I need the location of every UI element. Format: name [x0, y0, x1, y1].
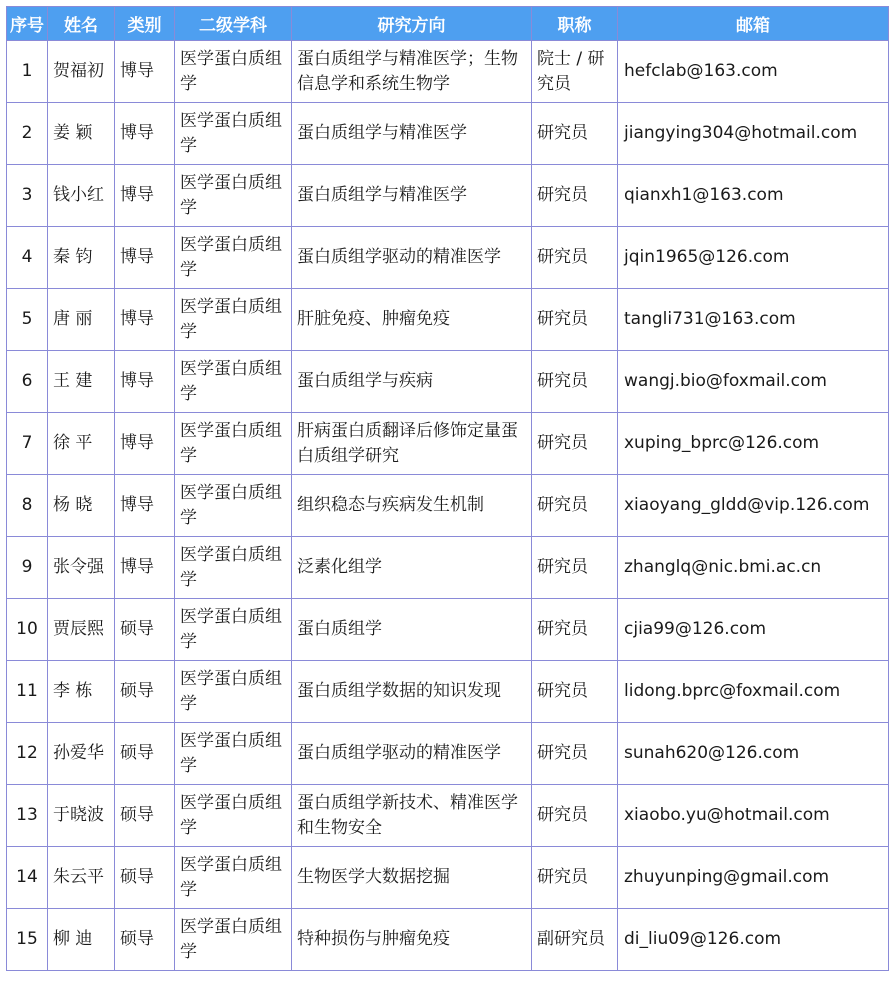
table-row: [7, 289, 889, 351]
cell-name: 贾辰熙: [48, 599, 115, 661]
cell-name: 柳 迪: [48, 909, 115, 971]
cell-direction: 蛋白质组学与疾病: [292, 351, 532, 413]
cell-title: 研究员: [532, 165, 618, 227]
cell-no: 4: [7, 227, 48, 289]
cell-email[interactable]: zhuyunping@gmail.com: [618, 847, 889, 909]
faculty-table: [6, 6, 889, 971]
cell-direction: 生物医学大数据挖掘: [292, 847, 532, 909]
cell-email[interactable]: wangj.bio@foxmail.com: [618, 351, 889, 413]
cell-title: 研究员: [532, 785, 618, 847]
cell-discipline: 医学蛋白质组学: [175, 103, 292, 165]
cell-type: 博导: [115, 165, 175, 227]
table-row: [7, 103, 889, 165]
header-row: [7, 7, 889, 41]
cell-name: 朱云平: [48, 847, 115, 909]
cell-title: 研究员: [532, 475, 618, 537]
cell-type: 博导: [115, 227, 175, 289]
header-direction: 研究方向: [292, 7, 532, 41]
cell-discipline: 医学蛋白质组学: [175, 599, 292, 661]
table-row: [7, 165, 889, 227]
cell-type: 博导: [115, 41, 175, 103]
cell-no: 12: [7, 723, 48, 785]
cell-no: 15: [7, 909, 48, 971]
header-name: 姓名: [48, 7, 115, 41]
cell-title: 研究员: [532, 227, 618, 289]
header-email: 邮箱: [618, 7, 889, 41]
cell-email[interactable]: cjia99@126.com: [618, 599, 889, 661]
header-title: 职称: [532, 7, 618, 41]
table-row: [7, 661, 889, 723]
cell-type: 博导: [115, 413, 175, 475]
table-row: [7, 227, 889, 289]
cell-discipline: 医学蛋白质组学: [175, 289, 292, 351]
cell-email[interactable]: di_liu09@126.com: [618, 909, 889, 971]
cell-type: 博导: [115, 537, 175, 599]
table-row: [7, 351, 889, 413]
cell-no: 5: [7, 289, 48, 351]
cell-email[interactable]: sunah620@126.com: [618, 723, 889, 785]
cell-type: 硕导: [115, 661, 175, 723]
cell-title: 研究员: [532, 661, 618, 723]
cell-title: 研究员: [532, 413, 618, 475]
cell-direction: 特种损伤与肿瘤免疫: [292, 909, 532, 971]
cell-discipline: 医学蛋白质组学: [175, 413, 292, 475]
cell-name: 李 栋: [48, 661, 115, 723]
faculty-table-container: [6, 6, 888, 971]
cell-email[interactable]: zhanglq@nic.bmi.ac.cn: [618, 537, 889, 599]
header-discipline: 二级学科: [175, 7, 292, 41]
cell-name: 王 建: [48, 351, 115, 413]
cell-discipline: 医学蛋白质组学: [175, 351, 292, 413]
cell-name: 秦 钧: [48, 227, 115, 289]
cell-name: 徐 平: [48, 413, 115, 475]
cell-direction: 蛋白质组学与精准医学: [292, 165, 532, 227]
cell-discipline: 医学蛋白质组学: [175, 227, 292, 289]
cell-discipline: 医学蛋白质组学: [175, 909, 292, 971]
header-type: 类别: [115, 7, 175, 41]
cell-type: 硕导: [115, 847, 175, 909]
cell-title: 研究员: [532, 289, 618, 351]
cell-no: 1: [7, 41, 48, 103]
cell-direction: 组织稳态与疾病发生机制: [292, 475, 532, 537]
cell-direction: 蛋白质组学驱动的精准医学: [292, 723, 532, 785]
cell-title: 研究员: [532, 847, 618, 909]
cell-type: 博导: [115, 289, 175, 351]
cell-type: 硕导: [115, 785, 175, 847]
cell-discipline: 医学蛋白质组学: [175, 537, 292, 599]
cell-title: 研究员: [532, 351, 618, 413]
cell-email[interactable]: xiaobo.yu@hotmail.com: [618, 785, 889, 847]
cell-name: 唐 丽: [48, 289, 115, 351]
table-row: [7, 723, 889, 785]
cell-title: 研究员: [532, 723, 618, 785]
table-row: [7, 537, 889, 599]
header-no: 序号: [7, 7, 48, 41]
cell-direction: 蛋白质组学: [292, 599, 532, 661]
cell-name: 于晓波: [48, 785, 115, 847]
cell-title: 院士 / 研究员: [532, 41, 618, 103]
table-row: [7, 413, 889, 475]
cell-discipline: 医学蛋白质组学: [175, 847, 292, 909]
cell-email[interactable]: qianxh1@163.com: [618, 165, 889, 227]
cell-direction: 蛋白质组学与精准医学；生物信息学和系统生物学: [292, 41, 532, 103]
cell-email[interactable]: hefclab@163.com: [618, 41, 889, 103]
cell-direction: 泛素化组学: [292, 537, 532, 599]
cell-type: 硕导: [115, 723, 175, 785]
cell-direction: 肝脏免疫、肿瘤免疫: [292, 289, 532, 351]
cell-no: 14: [7, 847, 48, 909]
cell-email[interactable]: tangli731@163.com: [618, 289, 889, 351]
cell-no: 8: [7, 475, 48, 537]
table-row: [7, 599, 889, 661]
cell-no: 13: [7, 785, 48, 847]
cell-email[interactable]: jiangying304@hotmail.com: [618, 103, 889, 165]
cell-no: 6: [7, 351, 48, 413]
table-row: [7, 847, 889, 909]
cell-title: 研究员: [532, 599, 618, 661]
cell-discipline: 医学蛋白质组学: [175, 165, 292, 227]
cell-discipline: 医学蛋白质组学: [175, 41, 292, 103]
cell-direction: 蛋白质组学驱动的精准医学: [292, 227, 532, 289]
cell-direction: 蛋白质组学数据的知识发现: [292, 661, 532, 723]
cell-discipline: 医学蛋白质组学: [175, 723, 292, 785]
cell-no: 10: [7, 599, 48, 661]
cell-name: 张令强: [48, 537, 115, 599]
cell-name: 孙爱华: [48, 723, 115, 785]
cell-title: 研究员: [532, 537, 618, 599]
cell-email[interactable]: xuping_bprc@126.com: [618, 413, 889, 475]
cell-direction: 蛋白质组学与精准医学: [292, 103, 532, 165]
cell-type: 硕导: [115, 909, 175, 971]
cell-name: 贺福初: [48, 41, 115, 103]
cell-email[interactable]: xiaoyang_gldd@vip.126.com: [618, 475, 889, 537]
cell-title: 副研究员: [532, 909, 618, 971]
cell-type: 博导: [115, 351, 175, 413]
cell-type: 博导: [115, 103, 175, 165]
table-row: [7, 909, 889, 971]
cell-title: 研究员: [532, 103, 618, 165]
cell-direction: 肝病蛋白质翻译后修饰定量蛋白质组学研究: [292, 413, 532, 475]
table-row: [7, 41, 889, 103]
table-row: [7, 475, 889, 537]
cell-no: 2: [7, 103, 48, 165]
table-row: [7, 785, 889, 847]
cell-type: 博导: [115, 475, 175, 537]
cell-direction: 蛋白质组学新技术、精准医学和生物安全: [292, 785, 532, 847]
cell-name: 姜 颖: [48, 103, 115, 165]
cell-no: 7: [7, 413, 48, 475]
cell-no: 11: [7, 661, 48, 723]
cell-no: 9: [7, 537, 48, 599]
cell-discipline: 医学蛋白质组学: [175, 661, 292, 723]
cell-name: 杨 晓: [48, 475, 115, 537]
cell-type: 硕导: [115, 599, 175, 661]
cell-email[interactable]: lidong.bprc@foxmail.com: [618, 661, 889, 723]
cell-discipline: 医学蛋白质组学: [175, 785, 292, 847]
cell-no: 3: [7, 165, 48, 227]
cell-discipline: 医学蛋白质组学: [175, 475, 292, 537]
cell-email[interactable]: jqin1965@126.com: [618, 227, 889, 289]
cell-name: 钱小红: [48, 165, 115, 227]
